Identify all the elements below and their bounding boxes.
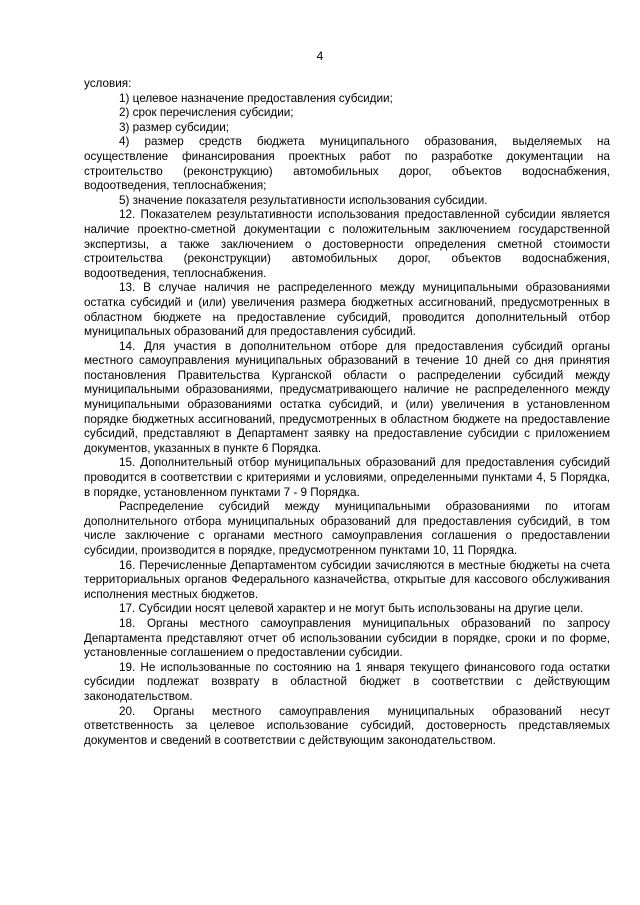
paragraph: 3) размер субсидии; [119,120,230,134]
paragraph: 1) целевое назначение предоставления субсидии; [119,91,393,105]
paragraph: 16. Перечисленные Департаментом субсидии зачисляются в местные бюджеты на счета территориальных органов Федерального казначейства, открытые для кассового обслуживания исполнения местных бюджетов. [84,558,610,601]
paragraph: 18. Органы местного самоуправления муниципальных образований по запросу Департамента представляют отчет об использовании субсидии в порядке, сроки и по форме, установленные соглашением о предоставлении субсидии. [84,616,610,660]
paragraph: 13. В случае наличия не распределенного между муниципальными образованиями остатка субсидий и (или) увеличения размера бюджетных ассигнований, предусмотренных в областном бюджете на предоставление субсидий, проводится дополнительный отбор муниципальных образований для предоставления субсидий. [84,281,610,339]
paragraph: 14. Для участия в дополнительном отборе для предоставления субсидий органы местного самоуправления муниципальных образований в течение 10 дней со дня принятия постановления Правительства Курганской области о распределении субсидий между муниципальными образованиями, предусматривающего наличие не распределенного между муниципальными образованиями остатка субсидий, и (или) увеличения в установленном порядке бюджетных ассигнований, предусмотренных в областном бюджете на предоставление субсидий, представляют в Департамент заявку на предоставление субсидии с приложением документов, указанных в пункте 6 Порядка. [84,339,610,455]
paragraph: 17. Субсидии носят целевой характер и не могут быть использованы на другие цели. [119,602,584,616]
paragraph: 4) размер средств бюджета муниципального образования, выделяемых на осуществление финансирования проектных работ по разработке документации на строительство (реконструкцию) автомобильных дорог, объектов водоснабжения, водоотведения, теплоснабжения; [84,135,610,193]
paragraph: условия: [84,77,132,90]
paragraph: 19. Не использованные по состоянию на 1 января текущего финансового года остатки субсидии подлежат возврату в областной бюджет в соответствии с действующим законодательством. [84,660,610,703]
paragraph: 2) срок перечисления субсидии; [119,106,294,120]
paragraph: 15. Дополнительный отбор муниципальных образований для предоставления субсидий проводится в соответствии с критериями и условиями, определенными пунктами 4, 5 Порядка, в порядке, установленном пунктами 7 - 9 Порядка. [84,456,610,499]
paragraph: Распределение субсидий между муниципальными образованиями по итогам дополнительного отбора муниципальных образований для предоставления субсидий, в том числе заключение с органами местного самоуправления соглашения о предоставлении субсидии, производится в порядке, предусмотренном пунктами 10, 11 Порядка. [84,500,610,557]
paragraph: 5) значение показателя результативности использования субсидии. [119,193,488,207]
paragraph: 20. Органы местного самоуправления муниципальных образований несут ответственность за целевое использование субсидий, достоверность представляемых документов и сведений в соответствии с действующим законодательством. [84,704,610,747]
paragraph: 12. Показателем результативности использования предоставленной субсидии является наличие проектно-сметной документации с положительным заключением государственной экспертизы, а также заключением о достоверности определения сметной стоимости строительства (реконструкции) автомобильных дорог, объектов водоснабжения, водоотведения, теплоснабжения. [84,208,610,280]
document-body [84,77,610,748]
page-number: 4 [316,49,324,63]
